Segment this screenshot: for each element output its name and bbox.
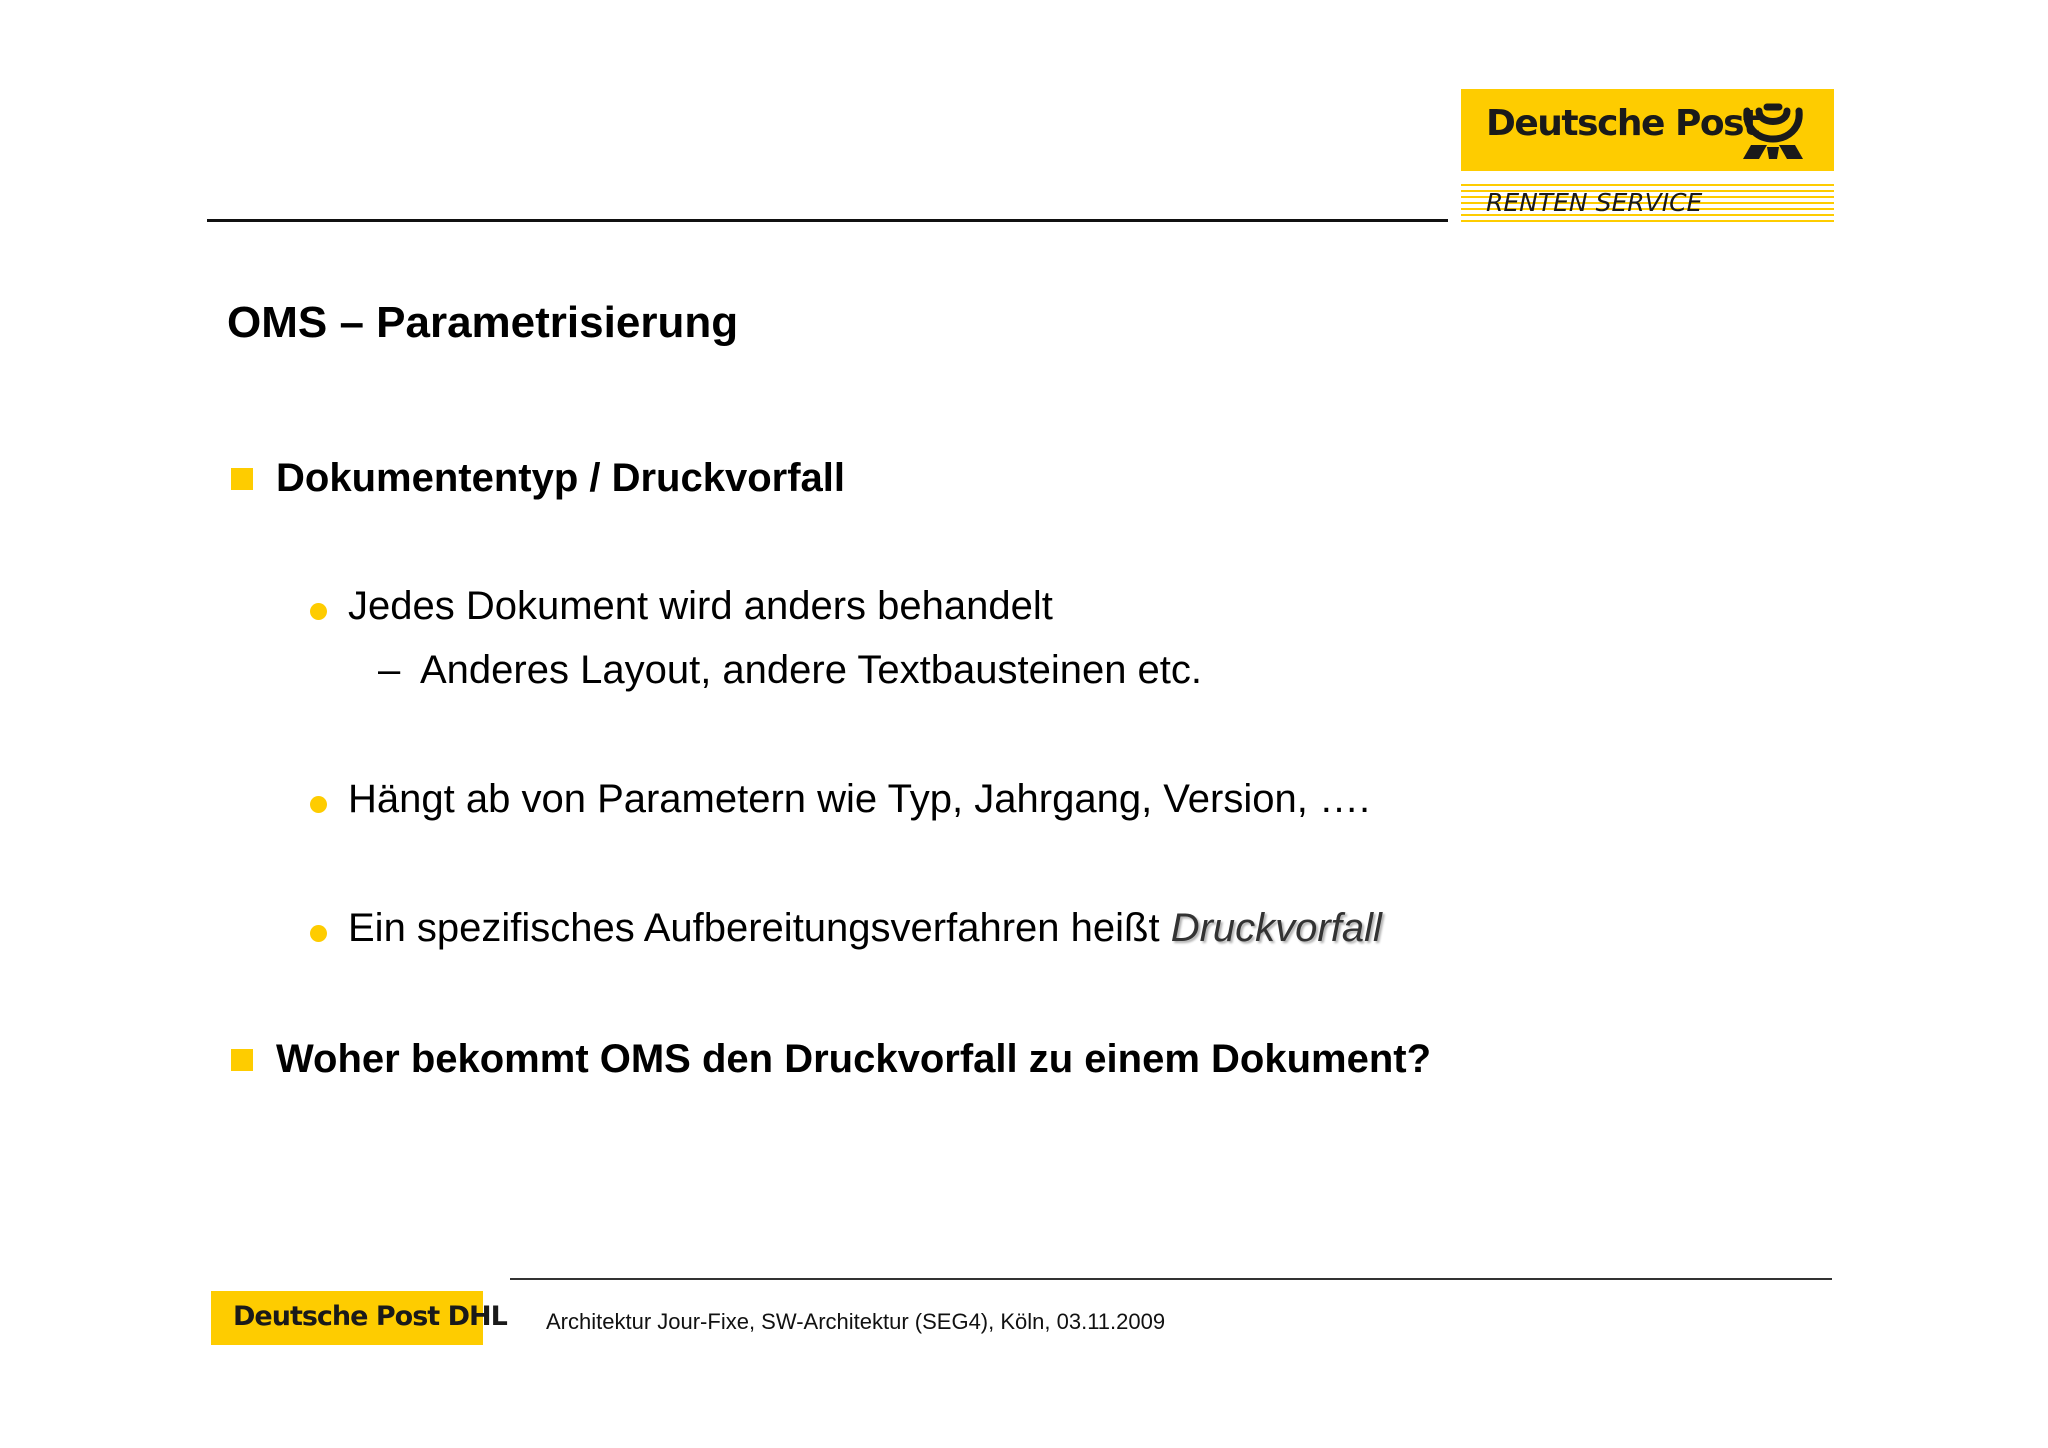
sub-bullet-text: Hängt ab von Parametern wie Typ, Jahrgang, Version, …. [348,777,1371,821]
renten-service-text: RENTEN SERVICE [1486,188,1703,217]
sub-bullet-text [348,906,1382,951]
footer-caption: Architektur Jour-Fixe, SW-Architektur (SEG4), Köln, 03.11.2009 [546,1309,1166,1334]
slide-title: OMS – Parametrisierung [227,298,739,347]
header-rule [207,219,1448,222]
logo-text: Deutsche Post [1486,103,1759,144]
sub-sub-bullet-text: Anderes Layout, andere Textbausteinen etc. [420,648,1203,692]
round-bullet-icon [310,603,327,620]
sub-bullet-text: Jedes Dokument wird anders behandelt [348,584,1053,628]
druckvorfall-emphasis: Druckvorfall [1170,906,1382,950]
bullet-text: Woher bekommt OMS den Druckvorfall zu einem Dokument? [276,1037,1431,1081]
dhl-logo-text: Deutsche Post DHL [233,1301,507,1332]
square-bullet-icon [231,1049,253,1071]
round-bullet-icon [310,796,327,813]
dash-bullet: – [378,648,401,692]
renten-service-banner [1461,184,1834,222]
deutsche-post-dhl-logo [211,1291,507,1345]
posthorn-icon [1737,99,1809,161]
square-bullet-icon [231,468,253,490]
sub-bullet-plain-text: Ein spezifisches Aufbereitungsverfahren heißt [348,906,1171,950]
round-bullet-icon [310,925,327,942]
deutsche-post-logo [1461,89,1834,171]
footer-rule [510,1278,1832,1280]
bullet-text: Dokumententyp / Druckvorfall [276,456,846,500]
